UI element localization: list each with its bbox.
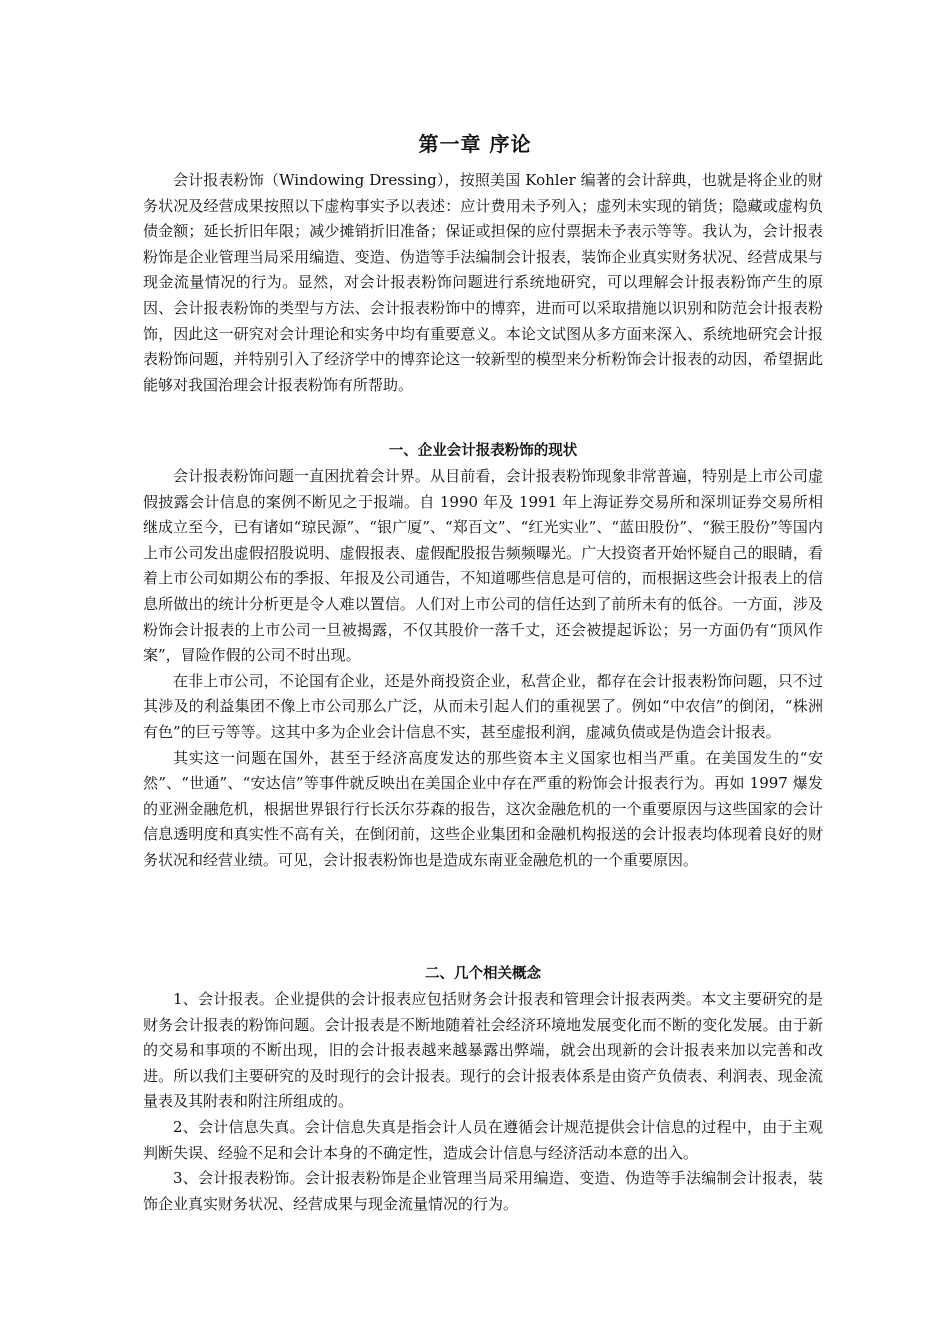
section-one-paragraph-1: 会计报表粉饰问题一直困扰着会计界。从目前看，会计报表粉饰现象非常普遍，特别是上市公司虚假披露会计信息的案例不断见之于报端。自 1990 年及 1991 年上海证券交易所和深圳证券交易所相继成立至今，已有诸如“琼民源”、“银广厦”、“郑百文”、“红光实业”、“蓝田股份”、“猴王股份”等国内上市公司发出虚假招股说明、虚假报表、虚假配股报告频频曝光。广大投资者开始怀疑自己的眼睛，看着上市公司如期公布的季报、年报及公司通告，不知道哪些信息是可信的，而根据这些会计报表上的信息所做出的统计分析更是令人难以置信。人们对上市公司的信任达到了前所未有的低谷。一方面，涉及粉饰会计报表的上市公司一旦被揭露，不仅其股价一落千丈，还会被提起诉讼；另一方面仍有“顶风作案”，冒险作假的公司不时出现。 <box>143 467 823 665</box>
intro-paragraph: 会计报表粉饰（Windowing Dressing），按照美国 Kohler 编著的会计辞典，也就是将企业的财务状况及经营成果按照以下虚构事实予以表述：应计费用未予列入；虚列未实现的销货；隐藏或虚构负债金额；延长折旧年限；减少摊销折旧准备；保证或担保的应付票据未予表示等等。我认为，会计报表粉饰是企业管理当局采用编造、变造、伪造等手法编制会计报表，装饰企业真实财务状况、经营成果与现金流量情况的行为。显然，对会计报表粉饰问题进行系统地研究，可以理解会计报表粉饰产生的原因、会计报表粉饰的类型与方法、会计报表粉饰中的博弈，进而可以采取措施以识别和防范会计报表粉饰，因此这一研究对会计理论和实务中均有重要意义。本论文试图从多方面来深入、系统地研究会计报表粉饰问题，并特别引入了经济学中的博弈论这一较新型的模型来分析粉饰会计报表的动因，希望据此能够对我国治理会计报表粉饰有所帮助。 <box>143 171 823 394</box>
section-one <box>143 440 823 874</box>
section-two <box>143 963 823 1217</box>
section-two-heading: 二、几个相关概念 <box>425 965 541 982</box>
section-two-paragraph-3: 3、会计报表粉饰。会计报表粉饰是企业管理当局采用编造、变造、伪造等手法编制会计报表，装饰企业真实财务状况、经营成果与现金流量情况的行为。 <box>143 1169 823 1213</box>
section-one-heading: 一、企业会计报表粉饰的现状 <box>388 442 578 459</box>
section-two-paragraph-1: 1、会计报表。企业提供的会计报表应包括财务会计报表和管理会计报表两类。本文主要研究的是财务会计报表的粉饰问题。会计报表是不断地随着社会经济环境地发展变化而不断的变化发展。由于新的交易和事项的不断出现，旧的会计报表越来越暴露出弊端，就会出现新的会计报表来加以完善和改进。所以我们主要研究的及时现行的会计报表。现行的会计报表体系是由资产负债表、利润表、现金流量表及其附表和附注所组成的。 <box>143 990 823 1111</box>
section-one-paragraph-3: 其实这一问题在国外，甚至于经济高度发达的那些资本主义国家也相当严重。在美国发生的“安然”、“世通”、“安达信”等事件就反映出在美国企业中存在严重的粉饰会计报表行为。再如 1997 爆发的亚洲金融危机，根据世界银行行长沃尔芬森的报告，这次金融危机的一个重要原因与这些国家的会计信息透明度和真实性不高有关，在倒闭前，这些企业集团和金融机构报送的会计报表均体现着良好的财务状况和经营业绩。可见，会计报表粉饰也是造成东南亚金融危机的一个重要原因。 <box>143 748 823 869</box>
section-one-paragraph-2: 在非上市公司，不论国有企业，还是外商投资企业，私营企业，都存在会计报表粉饰问题，只不过其涉及的利益集团不像上市公司那么广泛，从而未引起人们的重视罢了。例如“中农信”的倒闭，“株洲有色”的巨亏等等。这其中多为企业会计信息不实，甚至虚报利润，虚减负债或是伪造会计报表。 <box>143 671 823 741</box>
section-two-paragraph-2: 2、会计信息失真。会计信息失真是指会计人员在遵循会计规范提供会计信息的过程中，由于主观判断失误、经验不足和会计本身的不确定性，造成会计信息与经济活动本意的出入。 <box>143 1117 823 1162</box>
chapter-title: 第一章 序论 <box>418 132 532 156</box>
intro-section <box>143 168 823 398</box>
